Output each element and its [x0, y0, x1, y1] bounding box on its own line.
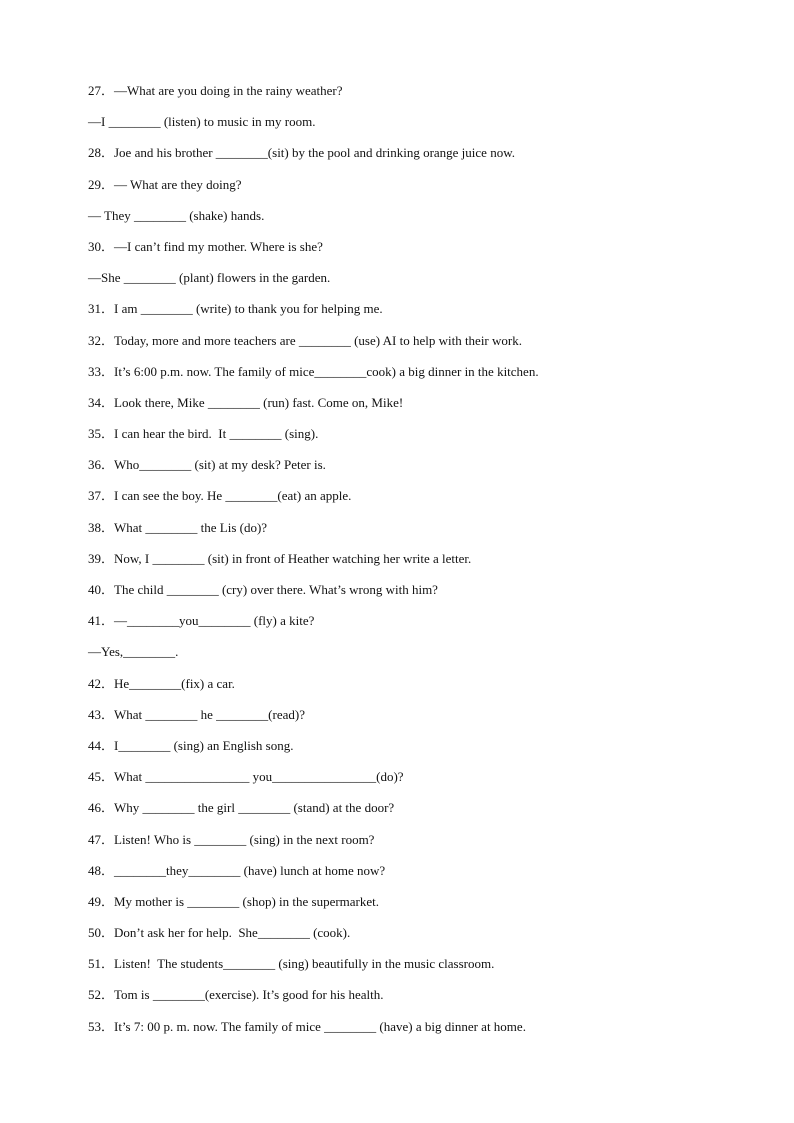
exercise-line: 32．Today, more and more teachers are ________ (use) AI to help with their work.	[88, 332, 522, 348]
exercise-line: 39．Now, I ________ (sit) in front of Heather watching her write a letter.	[88, 550, 472, 566]
exercise-line: 27．—What are you doing in the rainy weather?	[88, 83, 343, 98]
exercise-list	[0, 79, 794, 1046]
exercise-line: 36．Who________ (sit) at my desk? Peter is.	[88, 457, 326, 473]
exercise-line: 53．It’s 7: 00 p. m. now. The family of mice ________ (have) a big dinner at home.	[88, 1018, 526, 1034]
exercise-line: 30．—I can’t find my mother. Where is she?	[88, 238, 323, 254]
exercise-line: 44．I________ (sing) an English song.	[88, 737, 294, 753]
exercise-line: 50．Don’t ask her for help. She________ (cook).	[88, 925, 351, 941]
exercise-line: 31．I am ________ (write) to thank you for helping me.	[88, 301, 383, 317]
exercise-line: 28．Joe and his brother ________(sit) by the pool and drinking orange juice now.	[88, 145, 515, 161]
exercise-line: 48．________they________ (have) lunch at home now?	[88, 862, 386, 878]
exercise-line: —Yes,________.	[88, 644, 179, 660]
exercise-line: 35．I can hear the bird. It ________ (sing).	[88, 426, 319, 442]
exercise-line: — They ________ (shake) hands.	[88, 207, 265, 223]
exercise-line: 43．What ________ he ________(read)?	[88, 706, 305, 722]
exercise-line: —She ________ (plant) flowers in the garden.	[88, 270, 331, 286]
exercise-line: 33．It’s 6:00 p.m. now. The family of mice________cook) a big dinner in the kitchen.	[88, 363, 539, 379]
exercise-line: 46．Why ________ the girl ________ (stand) at the door?	[88, 800, 395, 816]
exercise-line: —I ________ (listen) to music in my room.	[88, 114, 316, 130]
exercise-line: 38．What ________ the Lis (do)?	[88, 519, 268, 535]
exercise-line: 37．I can see the boy. He ________(eat) an apple.	[88, 488, 352, 504]
exercise-line: 42．He________(fix) a car.	[88, 675, 235, 691]
exercise-line: 49．My mother is ________ (shop) in the supermarket.	[88, 893, 380, 909]
exercise-line: 40．The child ________ (cry) over there. What’s wrong with him?	[88, 582, 438, 597]
exercise-line: 29．— What are they doing?	[88, 176, 242, 192]
exercise-line: 41．—________you________ (fly) a kite?	[88, 613, 315, 629]
exercise-line: 47．Listen! Who is ________ (sing) in the next room?	[88, 831, 375, 847]
exercise-line: 51．Listen! The students________ (sing) beautifully in the music classroom.	[88, 956, 495, 972]
exercise-line: 34．Look there, Mike ________ (run) fast. Come on, Mike!	[88, 394, 404, 410]
exercise-line: 45．What ________________ you________________(do)?	[88, 769, 404, 785]
exercise-line: 52．Tom is ________(exercise). It’s good for his health.	[88, 987, 384, 1003]
